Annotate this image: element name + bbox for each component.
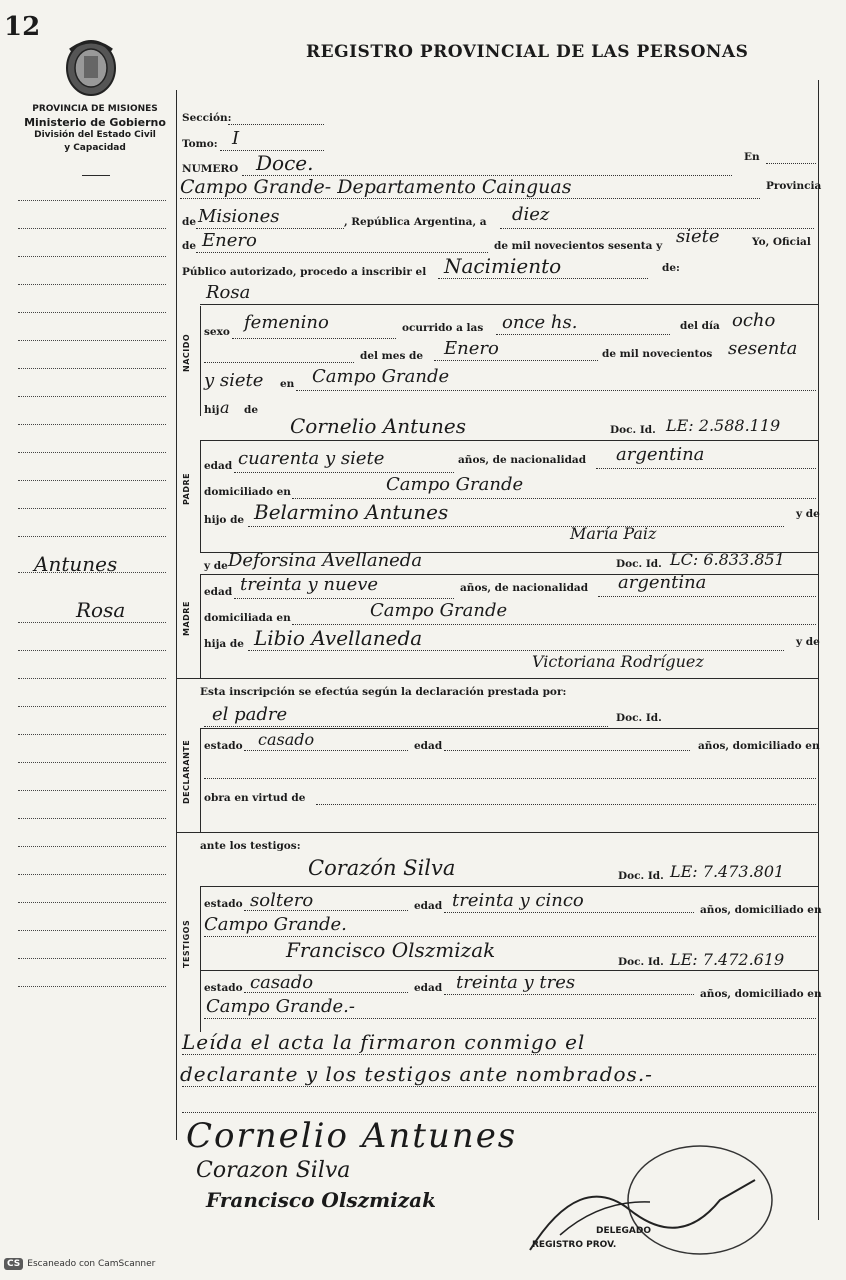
department-line-2: Ministerio de Gobierno	[24, 116, 166, 129]
padre-side-label: PADRE	[182, 472, 191, 505]
en2-label: en	[280, 378, 295, 390]
numero-value: Doce.	[256, 151, 314, 175]
margin-surname: Antunes	[34, 552, 118, 576]
testigo1-doc-label: Doc. Id.	[618, 870, 664, 882]
testigo1-anos-label: años, domiciliado en	[700, 904, 822, 916]
madre-y-de-label: y de	[204, 560, 228, 572]
coat-of-arms-icon	[62, 36, 120, 98]
testigo1-edad-label: edad	[414, 900, 443, 912]
testigo1-estado-label: estado	[204, 898, 243, 910]
madre-nombre-value: Deforsina Avellaneda	[228, 550, 423, 571]
madre-nac-value: argentina	[618, 572, 707, 593]
padre-edad-value: cuarenta y siete	[238, 448, 385, 469]
camscanner-icon: CS	[4, 1258, 23, 1270]
republica-label: , República Argentina, a	[344, 216, 487, 228]
padre-doc-label: Doc. Id.	[610, 424, 656, 436]
testigo2-dom-value: Campo Grande.-	[206, 996, 355, 1017]
mes-value: Enero	[202, 230, 257, 251]
obra-label: obra en virtud de	[204, 792, 306, 804]
madre-edad-value: treinta y nueve	[240, 574, 379, 595]
right-vertical-rule	[818, 80, 819, 1220]
sexo-value: femenino	[244, 312, 329, 333]
yo-oficial-label: Yo, Oficial	[752, 236, 811, 248]
testigo2-estado-label: estado	[204, 982, 243, 994]
sexo-label: sexo	[204, 326, 230, 338]
madre-doc-value: LC: 6.833.851	[670, 550, 785, 569]
testigos-side-label: TESTIGOS	[182, 919, 191, 968]
decl-estado-label: estado	[204, 740, 243, 752]
provincia-value: Misiones	[198, 206, 280, 227]
padre-edad-label: edad	[204, 460, 233, 472]
madre-side-label: MADRE	[182, 601, 191, 636]
testigo2-anos-label: años, domiciliado en	[700, 988, 822, 1000]
padre-dom-value: Campo Grande	[386, 474, 524, 495]
hora-value: once hs.	[502, 312, 578, 333]
signature-testigo1: Corazon Silva	[196, 1158, 351, 1183]
main-vertical-rule	[176, 90, 177, 1140]
testigo1-value: Corazón Silva	[308, 856, 456, 880]
testigo2-doc-label: Doc. Id.	[618, 956, 664, 968]
declarante-value: el padre	[212, 704, 288, 725]
divider	[82, 175, 110, 176]
padre-hijo-de-label: hijo de	[204, 514, 245, 526]
closing-line-2: declarante y los testigos ante nombrados.-	[180, 1062, 653, 1086]
decl-anos-label: años, domiciliado en	[698, 740, 820, 752]
testigo2-estado-value: casado	[250, 972, 314, 993]
anio-nac-a-value: sesenta	[728, 338, 798, 359]
testigo1-estado-value: soltero	[250, 890, 314, 911]
madre-dom-label: domiciliada en	[204, 612, 291, 624]
ocurrido-label: ocurrido a las	[402, 322, 484, 334]
madre-doc-label: Doc. Id.	[616, 558, 662, 570]
anio-nac-b-value: y siete	[204, 370, 264, 391]
madre-madre-value: Victoriana Rodríguez	[532, 652, 704, 671]
hija-label: hij	[204, 404, 220, 416]
declarante-side-label: DECLARANTE	[182, 739, 191, 804]
testigo2-doc-value: LE: 7.472.619	[670, 950, 785, 969]
lugar-nac-value: Campo Grande	[312, 366, 450, 387]
testigo1-doc-value: LE: 7.473.801	[670, 862, 785, 881]
de-mil-nov-label: de mil novecientos	[602, 348, 713, 360]
madre-y-de2-label: y de	[796, 636, 820, 648]
madre-edad-label: edad	[204, 586, 233, 598]
en-label: En	[744, 151, 760, 163]
nombre-rule	[200, 304, 818, 305]
scanner-text: Escaneado con CamScanner	[27, 1259, 156, 1269]
tomo-label: Tomo:	[182, 138, 218, 150]
padre-nombre-value: Cornelio Antunes	[290, 414, 467, 438]
publico-label: Público autorizado, procedo a inscribir el	[182, 266, 427, 278]
inscripcion-label: Esta inscripción se efectúa según la declaración prestada por:	[200, 686, 567, 698]
nombre-value: Rosa	[206, 282, 251, 303]
padre-anos-label: años, de nacionalidad	[458, 454, 587, 466]
lugar-value: Campo Grande- Departamento Cainguas	[180, 176, 572, 198]
testigo1-edad-value: treinta y cinco	[452, 890, 584, 911]
department-line-3: División del Estado Civil	[34, 130, 156, 140]
madre-hija-de-value: Libio Avellaneda	[254, 626, 423, 650]
padre-nac-value: argentina	[616, 444, 705, 465]
padre-hijo-de-value: Belarmino Antunes	[254, 500, 449, 524]
madre-dom-value: Campo Grande	[370, 600, 508, 621]
decl-estado-value: casado	[258, 730, 315, 749]
hija-suffix-value: a	[220, 398, 230, 417]
department-line-4: y Capacidad	[64, 143, 126, 153]
del-dia-label: del día	[680, 320, 720, 332]
signature-testigo2: Francisco Olszmizak	[206, 1188, 436, 1212]
padre-rule	[200, 440, 818, 441]
padre-madre-value: María Paiz	[570, 524, 657, 543]
mil-novecientos-label: de mil novecientos sesenta y	[494, 240, 663, 252]
padre-dom-label: domiciliado en	[204, 486, 291, 498]
testigo2-edad-label: edad	[414, 982, 443, 994]
padre-y-de-label: y de	[796, 508, 820, 520]
padre-doc-value: LE: 2.588.119	[666, 416, 781, 435]
margin-name: Rosa	[76, 598, 126, 622]
seccion-label: Sección:	[182, 112, 232, 124]
department-block	[10, 103, 180, 155]
dia-texto-value: diez	[512, 204, 550, 225]
decl-edad-label: edad	[414, 740, 443, 752]
del-mes-label: del mes de	[360, 350, 424, 362]
page-number: 12	[4, 12, 41, 42]
dia-value: ocho	[732, 310, 776, 331]
testigo2-edad-value: treinta y tres	[456, 972, 576, 993]
seal-line-2: REGISTRO PROV.	[532, 1240, 617, 1250]
acto-value: Nacimiento	[444, 254, 562, 278]
hija-de-label: de	[244, 404, 259, 416]
numero-label: NUMERO	[182, 163, 239, 175]
decl-doc-label: Doc. Id.	[616, 712, 662, 724]
signature-padre: Cornelio Antunes	[186, 1116, 518, 1156]
madre-anos-label: años, de nacionalidad	[460, 582, 589, 594]
testigo1-dom-value: Campo Grande.	[204, 914, 347, 935]
de2-label: de	[182, 240, 197, 252]
de-colon-label: de:	[662, 262, 680, 274]
anio-value: siete	[676, 226, 720, 247]
scanner-footer	[4, 1258, 155, 1270]
tomo-value: I	[232, 128, 240, 149]
mes-nac-value: Enero	[444, 338, 499, 359]
department-line-1: PROVINCIA DE MISIONES	[32, 104, 158, 114]
testigo2-value: Francisco Olszmizak	[286, 938, 496, 962]
madre-hija-de-label: hija de	[204, 638, 244, 650]
testigos-label: ante los testigos:	[200, 840, 301, 852]
document-title: REGISTRO PROVINCIAL DE LAS PERSONAS	[306, 42, 749, 62]
nacido-side-label: NACIDO	[182, 333, 191, 372]
de-label: de	[182, 216, 197, 228]
closing-line-1: Leída el acta la firmaron conmigo el	[182, 1030, 586, 1054]
provincia-label: Provincia	[766, 180, 822, 192]
seal-line-1: DELEGADO	[596, 1226, 651, 1236]
